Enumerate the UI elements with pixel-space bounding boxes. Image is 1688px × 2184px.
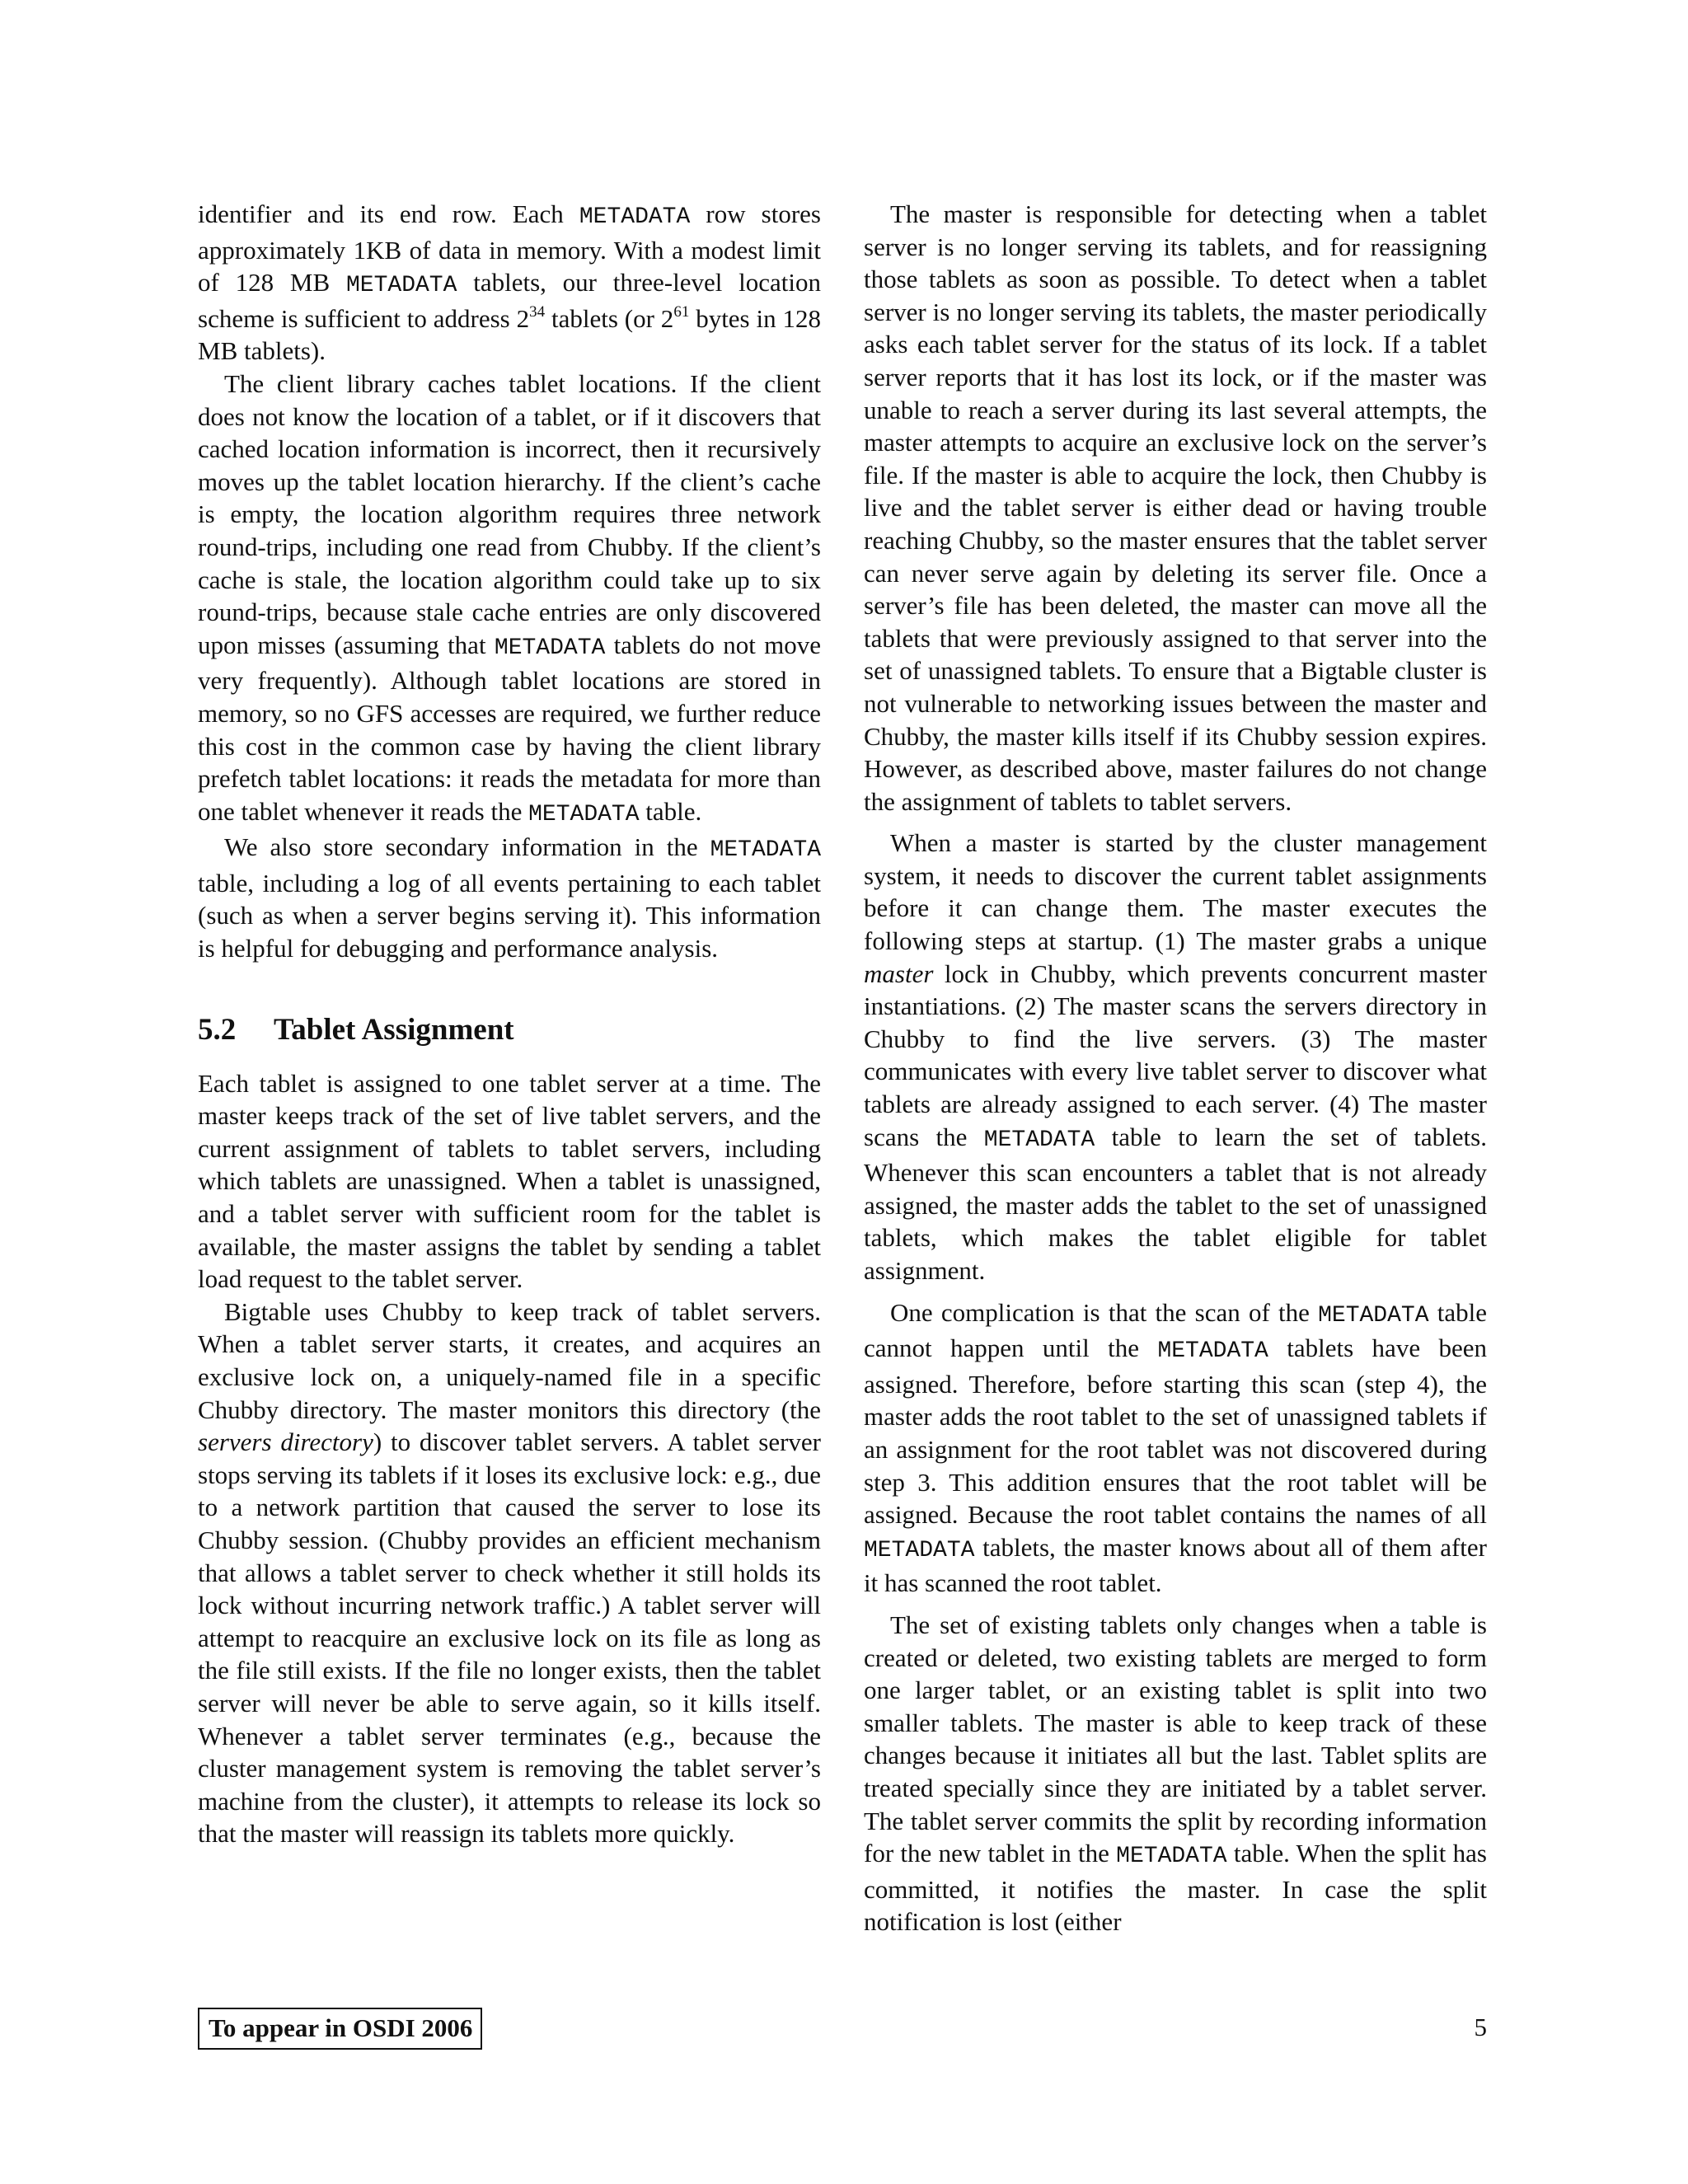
code-term: METADATA bbox=[710, 837, 821, 864]
code-term: METADATA bbox=[1318, 1302, 1429, 1329]
venue-footer-box: To appear in OSDI 2006 bbox=[198, 2008, 482, 2050]
code-term: METADATA bbox=[528, 801, 640, 827]
paragraph: The set of existing tablets only changes when a table is created or deleted, two existing tablets are merged to form one larger tablet, or an existing tablet is split into two smaller tablets. The master is able to keep track of these changes because it initiates all but the last. Tablet splits are treated specially since they are initiated by a tablet server. The tablet server commits the split by recording information for the new tablet in the METADATA table. When the split has committed, it notifies the master. In case the split notification is lost (either bbox=[864, 1610, 1487, 1937]
right-column bbox=[864, 198, 1487, 1938]
superscript: 61 bbox=[673, 302, 690, 321]
section-title: Tablet Assignment bbox=[274, 1012, 514, 1047]
paragraph: When a master is started by the cluster management system, it needs to discover the current tablet assignments before it can change them. The master executes the following steps at startup. (1) The master grabs a unique master lock in Chubby, which prevents concurrent master instantiations. (2) The master scans the servers directory in Chubby to find the live servers. (3) The master communicates with every live tablet server to discover what tablets are already assigned to each server. (4) The master scans the METADATA table to learn the set of tablets. Whenever this scan encounters a tablet that is not already assigned, the master adds the tablet to the set of unassigned tablets, which makes the tablet eligible for tablet assignment. bbox=[864, 828, 1487, 1285]
code-term: METADATA bbox=[1116, 1844, 1227, 1870]
code-term: METADATA bbox=[983, 1127, 1095, 1153]
paragraph: Each tablet is assigned to one tablet server at a time. The master keeps track of the set of live tablet servers, and the current assignment of tablets to tablet servers, including which tablets are unassigned. When a tablet is unassigned, and a tablet server with sufficient room for the tablet is available, the master assigns the tablet by sending a tablet load request to the tablet server. bbox=[198, 1068, 821, 1294]
paragraph: One complication is that the scan of the METADATA table cannot happen until the METADATA tablets have been assigned. Therefore, before starting this scan (step 4), the master adds the root tablet to the set of unassigned tablets if an assignment for the root tablet was not discovered during step 3. This addition ensures that the root tablet will be assigned. Because the root tablet contains the names of all METADATA tablets, the master knows about all of them after it has scanned the root tablet. bbox=[864, 1297, 1487, 1598]
emphasis: servers directory bbox=[198, 1427, 373, 1457]
section-heading bbox=[198, 1011, 821, 1049]
paragraph: identifier and its end row. Each METADATA row stores approximately 1KB of data in memory. With a modest limit of 128 MB METADATA tablets, our three-level location scheme is sufficient to address $2^{34}$ tablets (or $2^{61}$ bytes in 128 MB tablets). bbox=[198, 199, 821, 366]
left-column bbox=[198, 198, 821, 1850]
code-term: METADATA bbox=[864, 1537, 975, 1563]
code-term: METADATA bbox=[345, 273, 457, 299]
code-term: METADATA bbox=[494, 635, 606, 661]
code-term: METADATA bbox=[1157, 1338, 1268, 1365]
paragraph: The client library caches tablet locations. If the client does not know the location of a tablet, or if it discovers that cached location information is incorrect, then it recursively moves up the tablet location hierarchy. If the client’s cache is empty, the location algorithm requires three network round-trips, including one read from Chubby. If the client’s cache is stale, the location algorithm could take up to six round-trips, because stale cache entries are only discovered upon misses (assuming that METADATA tablets do not move very frequently). Although tablet locations are stored in memory, so no GFS accesses are required, we further reduce this cost in the common case by having the client library prefetch tablet locations: it reads the metadata for more than one tablet whenever it reads the METADATA table. bbox=[198, 368, 821, 827]
emphasis: master bbox=[864, 958, 934, 988]
paragraph: We also store secondary information in the METADATA table, including a log of all events pertaining to each tablet (such as when a server begins serving it). This information is helpful for debugging and performance analysis. bbox=[198, 832, 821, 963]
code-term: METADATA bbox=[579, 204, 691, 230]
paragraph: Bigtable uses Chubby to keep track of tablet servers. When a tablet server starts, it creates, and acquires an exclusive lock on, a uniquely-named file in a specific Chubby directory. The master monitors this directory (the servers directory) to discover tablet servers. A tablet server stops serving its tablets if it loses its exclusive lock: e.g., due to a network partition that caused the server to lose its Chubby session. (Chubby provides an efficient mechanism that allows a tablet server to check whether it still holds its lock without incurring network traffic.) A tablet server will attempt to reacquire an exclusive lock on its file as long as the file still exists. If the file no longer exists, then the tablet server will never be able to serve again, so it kills itself. Whenever a tablet server terminates (e.g., because the cluster management system is removing the tablet server’s machine from the cluster), it attempts to release its lock so that the master will reassign its tablets more quickly. bbox=[198, 1296, 821, 1849]
section-number: 5.2 bbox=[198, 1012, 237, 1047]
page-number: 5 bbox=[1474, 2013, 1487, 2041]
paragraph: The master is responsible for detecting when a tablet server is no longer serving its tablets, and for reassigning those tablets as soon as possible. To detect when a tablet server is no longer serving its tablets, the master periodically asks each tablet server for the status of its lock. If a tablet server reports that it has lost its lock, or if the master was unable to reach a server during its last several attempts, the master attempts to acquire an exclusive lock on the server’s file. If the master is able to acquire the lock, then Chubby is live and the tablet server is either dead or having trouble reaching Chubby, so the master ensures that the tablet server can never serve again by deleting its server file. Once a server’s file has been deleted, the master can move all the tablets that were previously assigned to that server into the set of unassigned tablets. To ensure that a Bigtable cluster is not vulnerable to networking issues between the master and Chubby, the master kills itself if its Chubby session expires. However, as described above, master failures do not change the assignment of tablets to tablet servers. bbox=[864, 199, 1487, 816]
superscript: 34 bbox=[529, 302, 546, 321]
